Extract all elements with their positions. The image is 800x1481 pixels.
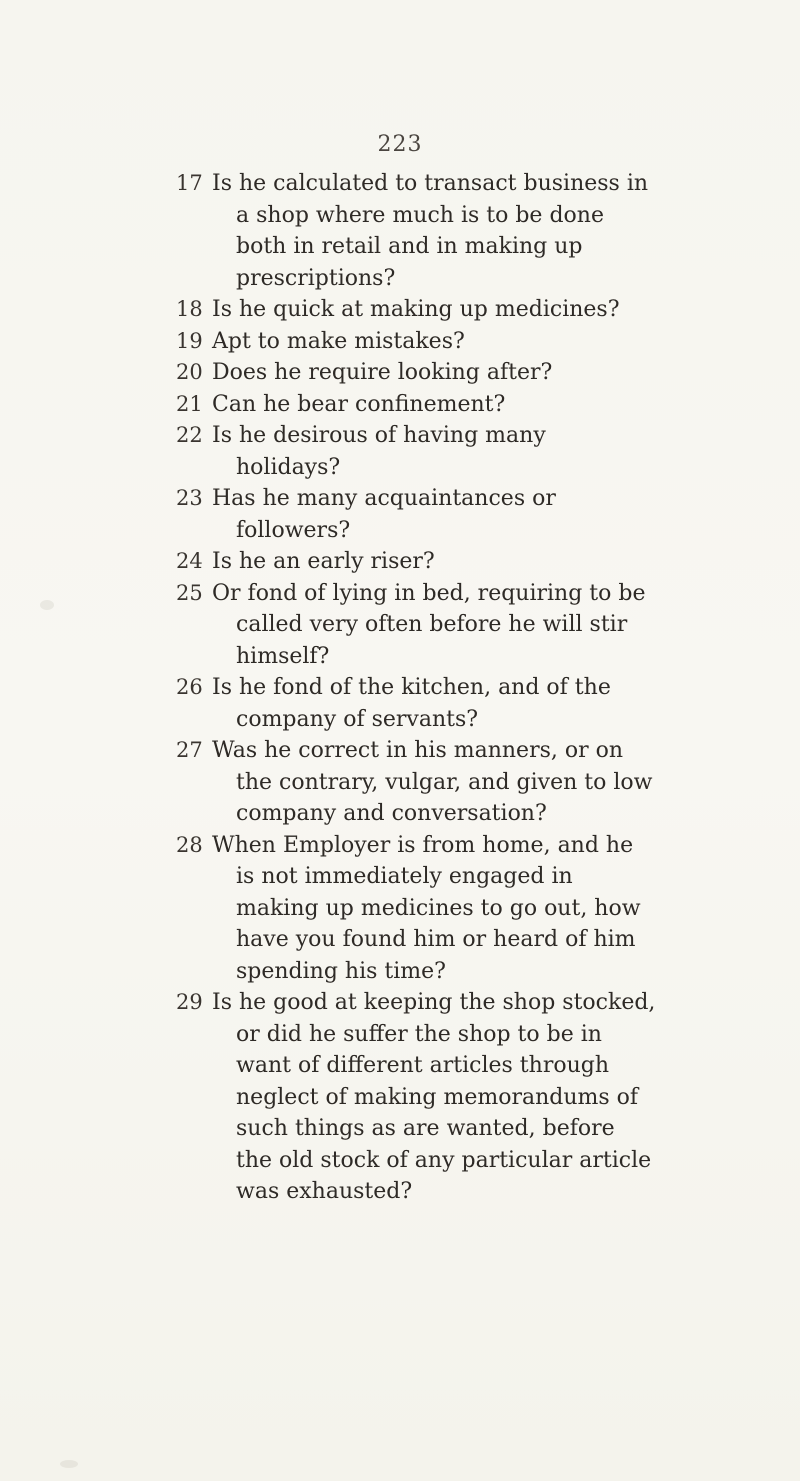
question-text: Or fond of lying in bed, requiring to be called very often before he will stir himself? — [212, 580, 646, 669]
question-number: 18 — [176, 297, 203, 321]
question-number: 24 — [176, 549, 203, 573]
question-number: 25 — [176, 580, 203, 605]
question-number: 28 — [176, 832, 203, 857]
question-item — [0, 326, 656, 358]
question-number: 26 — [176, 675, 203, 699]
question-number: 20 — [176, 360, 203, 384]
question-number: 23 — [176, 486, 203, 510]
question-item — [0, 357, 656, 389]
paper-stain — [60, 1460, 78, 1468]
question-item — [0, 168, 656, 294]
question-item — [0, 830, 656, 988]
paper-stain — [40, 600, 54, 610]
question-text: Is he quick at making up medicines? — [212, 297, 620, 322]
question-item — [0, 483, 656, 546]
question-text: Is he an early riser? — [212, 549, 435, 574]
page-number: 223 — [377, 132, 423, 157]
question-item — [0, 987, 656, 1208]
question-item — [0, 546, 656, 578]
question-text: Is he desirous of having many holidays? — [212, 423, 546, 480]
question-item — [0, 578, 656, 673]
question-number: 17 — [176, 171, 203, 195]
question-text: Can he bear confinement? — [212, 391, 506, 417]
question-text: Does he require looking after? — [212, 360, 553, 385]
question-item — [0, 294, 656, 326]
question-number: 21 — [176, 391, 203, 416]
question-list — [0, 168, 800, 1208]
question-text: Is he calculated to transact business in a shop where much is to be done both in retail and in making up prescriptions? — [212, 171, 649, 291]
question-item — [0, 389, 656, 421]
question-number: 22 — [176, 423, 203, 447]
question-item — [0, 735, 656, 830]
question-number: 19 — [176, 328, 203, 353]
question-text: Apt to make mistakes? — [212, 328, 465, 354]
question-text: Has he many acquaintances or followers? — [212, 486, 556, 543]
question-text: Was he correct in his manners, or on the contrary, vulgar, and given to low company and conversation? — [212, 738, 653, 826]
question-text: When Employer is from home, and he is not immediately engaged in making up medicines to go out, how have you found him or heard of him spending his time? — [212, 832, 641, 984]
question-item — [0, 420, 656, 483]
question-number: 29 — [176, 990, 203, 1014]
question-text: Is he good at keeping the shop stocked, or did he suffer the shop to be in want of different articles through neglect of making memorandums of such things as are wanted, before the old stock of any particular article was exhausted? — [212, 990, 656, 1204]
question-number: 27 — [176, 738, 203, 762]
question-item — [0, 672, 656, 735]
question-text: Is he fond of the kitchen, and of the company of servants? — [212, 675, 611, 732]
